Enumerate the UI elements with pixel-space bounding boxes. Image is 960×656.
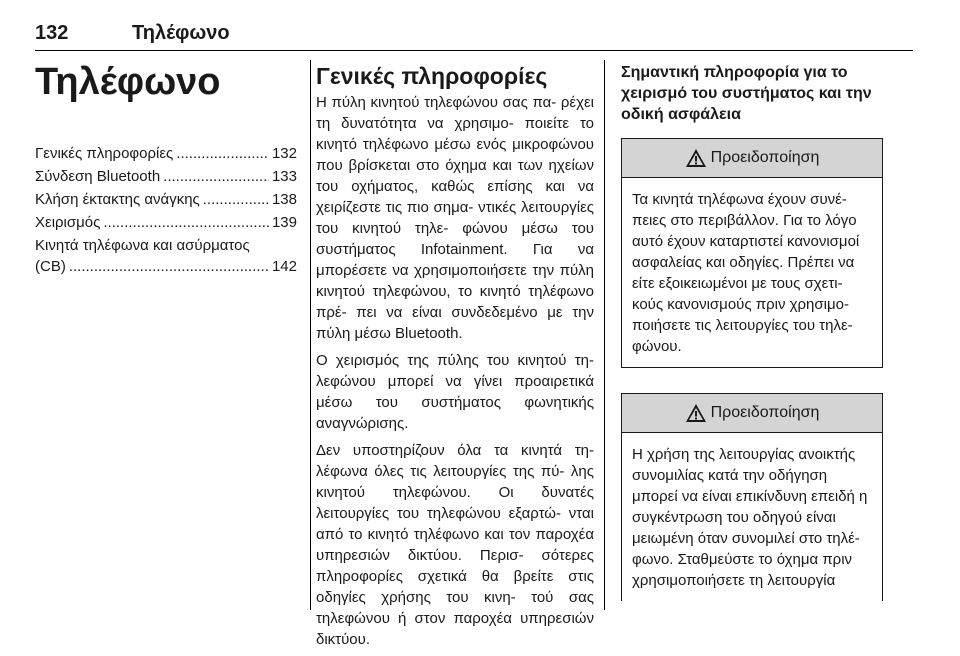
toc-leader-dots xyxy=(69,256,269,277)
toc-entry-page: 142 xyxy=(271,258,297,275)
warning-label: Προειδοποίηση xyxy=(710,149,820,166)
header-rule xyxy=(35,50,913,51)
running-title: Τηλέφωνο xyxy=(132,22,230,44)
warning-triangle-icon xyxy=(685,403,707,423)
toc-entry-page: 139 xyxy=(271,214,297,231)
column-divider-1 xyxy=(310,60,311,610)
warning-text: Τα κινητά τηλέφωνα έχουν συνέ- πειες στο περιβάλλον. Για το λόγο αυτό έχουν καταρτιστεί κανονισμοί ασφαλείας και οδηγίες. Πρέπει να είτε εξοικειωμένοι με τους σχετι- κούς κανονισμούς πριν χρησιμο- ποιήσετε τις λειτουργίες του τηλε- φώνου. xyxy=(632,191,860,355)
toc-leader-dots xyxy=(163,166,269,187)
warning-text: Η χρήση της λειτουργίας ανοικτής συνομιλίας κατά την οδήγηση μπορεί να είναι επικίνδυνη επειδή η συγκέντρωση του οδηγού είναι μειωμένη όταν συνομιλεί στο τηλέ- φωνο. Σταθμεύστε το όχημα πριν χρησιμοποιήσετε τη λειτουργία xyxy=(632,446,868,589)
warning-header xyxy=(622,394,882,433)
general-info-section xyxy=(316,62,594,656)
toc-entry-title: Κινητά τηλέφωνα και ασύρματος xyxy=(35,237,250,254)
toc-leader-dots xyxy=(203,189,269,210)
warning-triangle-icon xyxy=(685,148,707,168)
warning-header xyxy=(622,139,882,178)
page-header xyxy=(35,22,913,48)
toc-entry-title-cont: (CB) xyxy=(35,258,66,275)
toc-leader-dots xyxy=(103,212,269,233)
column-divider-2 xyxy=(604,60,605,610)
toc-entry[interactable] xyxy=(35,212,297,233)
toc-entry-title: Σύνδεση Bluetooth xyxy=(35,168,161,185)
toc-entry[interactable] xyxy=(35,143,297,164)
body-paragraph: Η πύλη κινητού τηλεφώνου σας πα- ρέχει τη δυνατότητα να χρησιμο- ποιείτε το κινητό τηλέφωνο μέσω ενός μικροφώνου που βρίσκεται στο όχημα και των ηχείων του οχήματος, καθώς επίσης και να χειρίζεστε τις πιο σημα- ντικές λειτουργίες του κινητού τηλε- φώνου μέσω του συστήματος Infotainment. Για να μπορέσετε να χρησιμοποιήσετε την πύλη κινητού τηλεφώνου, το κινητό τηλέφωνο πρέ- πει να είναι συνδεδεμένο με την πύλη μέσω Bluetooth. xyxy=(316,94,594,342)
toc-leader-dots xyxy=(176,143,269,164)
table-of-contents xyxy=(35,143,297,279)
warning-box xyxy=(621,138,883,368)
warning-box xyxy=(621,393,883,601)
warning-label: Προειδοποίηση xyxy=(710,404,820,421)
toc-entry[interactable] xyxy=(35,235,297,277)
toc-entry-title: Κλήση έκτακτης ανάγκης xyxy=(35,191,200,208)
body-paragraph: Δεν υποστηρίζουν όλα τα κινητά τη- λέφωνα όλες τις λειτουργίες της πύ- λης κινητού τηλεφώνου. Οι δυνατές λειτουργίες του τηλεφώνου εξαρτώ- νται από το κινητό τηλέφωνο και τον παροχέα υπηρεσιών δικτύου. Περισ- σότερες πληροφορίες σχετικά θα βρείτε στις οδηγίες χρήσης του κινη- τού σας τηλεφώνου ή στον παροχέα υπηρεσιών δικτύου. xyxy=(316,442,594,648)
body-paragraph: Ο χειρισμός της πύλης του κινητού τη- λεφώνου μπορεί να γίνει προαιρετικά μέσω του συστήματος φωνητικής αναγνώρισης. xyxy=(316,352,594,432)
toc-entry-page: 133 xyxy=(271,168,297,185)
page-number: 132 xyxy=(35,22,69,44)
toc-entry-title: Χειρισμός xyxy=(35,214,101,231)
toc-entry-title: Γενικές πληροφορίες xyxy=(35,145,174,162)
safety-section xyxy=(621,62,885,601)
toc-entry-page: 132 xyxy=(271,145,297,162)
toc-entry[interactable] xyxy=(35,166,297,187)
toc-entry-page: 138 xyxy=(271,191,297,208)
toc-entry[interactable] xyxy=(35,189,297,210)
chapter-title: Τηλέφωνο xyxy=(35,61,221,103)
section-heading: Σημαντική πληροφορία για το χειρισμό του συστήματος και την οδική ασφάλεια xyxy=(621,64,872,123)
section-heading: Γενικές πληροφορίες xyxy=(316,63,548,89)
